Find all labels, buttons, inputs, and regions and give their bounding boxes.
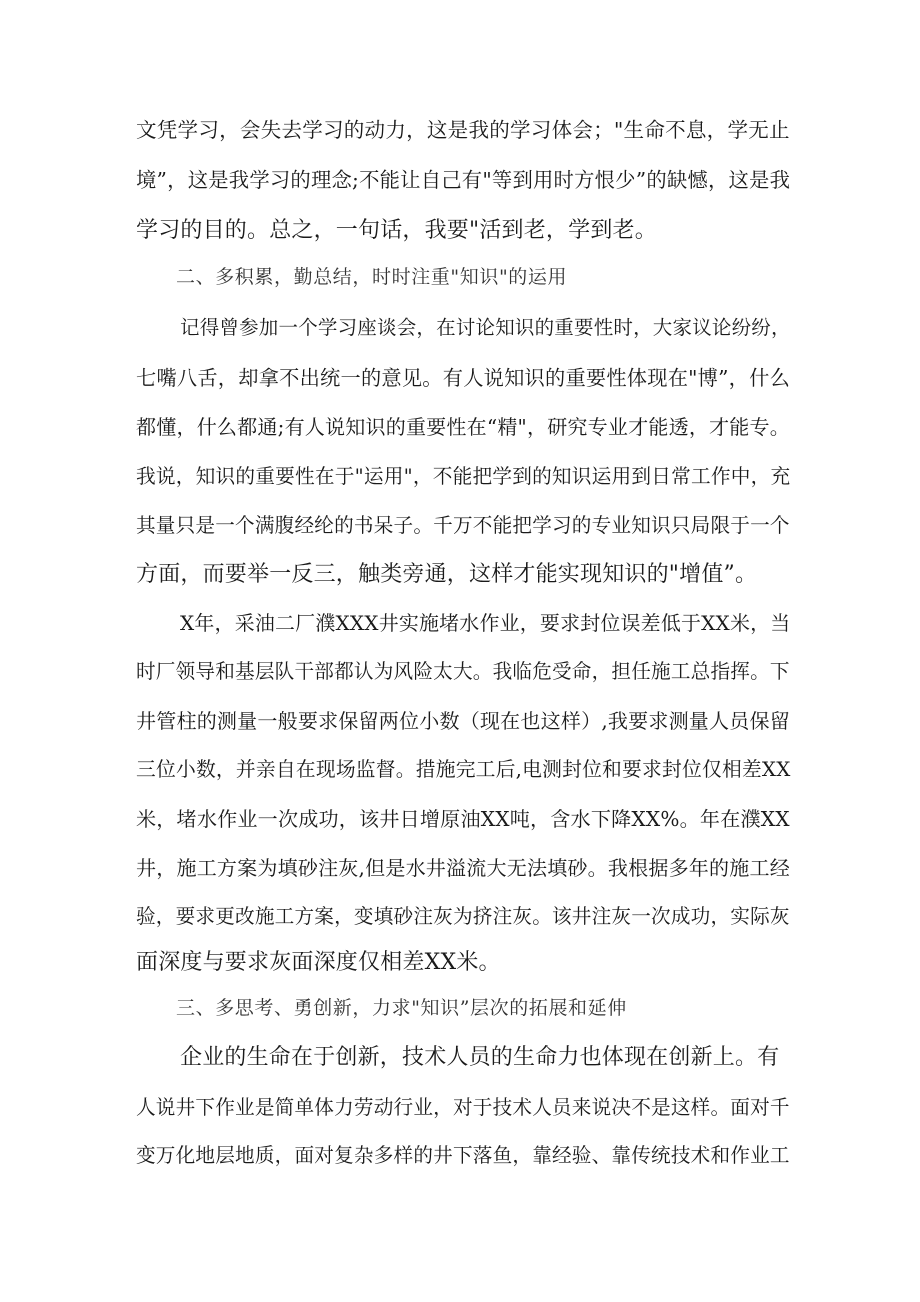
paragraph-line: 记得曾参加一个学习座谈会，在讨论知识的重要性时，大家议论纷纷， xyxy=(180,316,791,339)
paragraph-line: 人说井下作业是简单体力劳动行业，对于技术人员来说决不是这样。面对千 xyxy=(136,1096,790,1119)
paragraph-line: 米，堵水作业一次成功，该井日增原油XX吨，含水下降XX%。年在濮XX xyxy=(136,807,790,831)
paragraph-line: 文凭学习，会失去学习的动力，这是我的学习体会；"生命不息，学无止 xyxy=(136,118,790,142)
paragraph-line: 方面，而要举一反三，触类旁通，这样才能实现知识的"增值”。 xyxy=(136,562,758,587)
paragraph-line: 井，施工方案为填砂注灰,但是水井溢流大无法填砂。我根据多年的施工经 xyxy=(136,856,790,880)
paragraph-line: 变万化地层地质，面对复杂多样的井下落鱼，靠经验、靠传统技术和作业工 xyxy=(136,1144,790,1167)
paragraph-line: 我说，知识的重要性在于"运用"，不能把学到的知识运用到日常工作中，充 xyxy=(136,465,791,488)
paragraph-line: 时厂领导和基层队干部都认为风险太大。我临危受命，担任施工总指挥。下 xyxy=(136,660,790,683)
section-heading: 三、多思考、勇创新，力求"知识”层次的拓展和延伸 xyxy=(176,997,627,1019)
paragraph-line: 境”，这是我学习的理念;不能让自己有"等到用时方恨少”的缺憾，这是我 xyxy=(136,168,791,192)
paragraph-line: X年，采油二厂濮XXX井实施堵水作业，要求封位误差低于XX米，当 xyxy=(180,611,791,635)
paragraph-line: 其量只是一个满腹经纶的书呆子。千万不能把学习的专业知识只局限于一个 xyxy=(136,514,790,537)
paragraph-line: 三位小数，并亲自在现场监督。措施完工后,电测封位和要求封位仅相差XX xyxy=(136,758,791,781)
section-heading: 二、多积累，勤总结，时时注重"知识"的运用 xyxy=(176,266,568,288)
paragraph-line: 七嘴八舌，却拿不出统一的意见。有人说知识的重要性体现在"博”，什么 xyxy=(136,366,791,390)
paragraph-line: 面深度与要求灰面深度仅相差XX米。 xyxy=(136,950,501,975)
paragraph-line: 学习的目的。总之，一句话，我要"活到老，学到老。 xyxy=(136,218,657,243)
paragraph-line: 都懂，什么都通;有人说知识的重要性在“精"，研究专业才能透，才能专。 xyxy=(136,415,790,439)
paragraph-line: 验，要求更改施工方案，变填砂注灰为挤注灰。该井注灰一次成功，实际灰 xyxy=(136,905,790,928)
paragraph-line: 井管柱的测量一般要求保留两位小数（现在也这样）,我要求测量人员保留 xyxy=(136,709,790,733)
paragraph-line: 企业的生命在于创新，技术人员的生命力也体现在创新上。有 xyxy=(180,1045,780,1070)
